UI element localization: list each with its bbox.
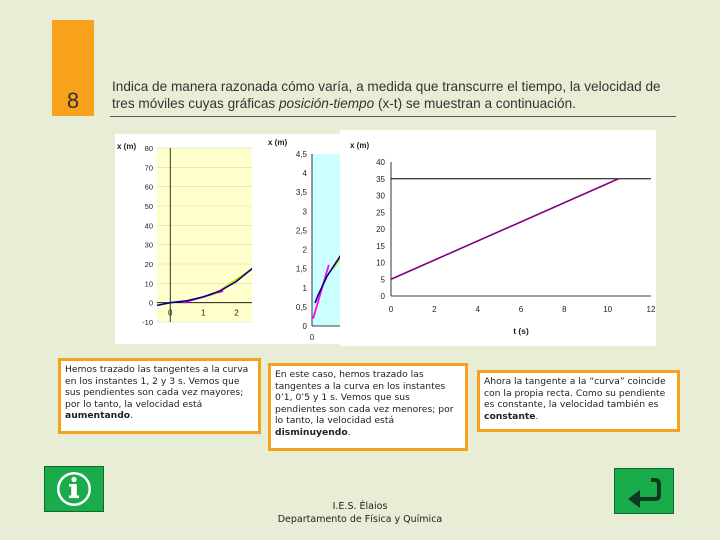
explanation-2-bold: disminuyendo	[275, 426, 348, 438]
explanation-1-bold: aumentando	[65, 410, 131, 421]
chart-3-x-tick-label: 10	[603, 305, 613, 314]
explanation-1-end: .	[130, 410, 134, 421]
explanation-2-end: .	[347, 426, 351, 438]
chart-3-x-tick-label: 2	[432, 305, 437, 314]
chart-3-y-tick-label: 0	[380, 292, 385, 301]
chart-2-y-tick-label: 4	[302, 169, 307, 179]
intro-text-part2: (x-t) se muestran a continuación.	[374, 96, 576, 111]
chart-3-x-tick-label: 4	[475, 305, 480, 314]
chart-3-x-tick-label: 6	[518, 305, 524, 314]
chart-2	[252, 134, 352, 344]
explanation-1-text: Hemos trazado las tangentes a la curva en los instantes 1, 2 y 3 s. Vemos que sus pendientes son cada vez mayores; por lo tanto, la velocidad está	[65, 364, 249, 410]
chart-3	[340, 130, 656, 346]
chart-1-y-tick-label: 20	[144, 260, 153, 269]
chart-3-x-tick-label: 0	[388, 305, 394, 314]
explanation-box-2	[268, 363, 468, 451]
footer-school: I.E.S. Élaios	[332, 501, 388, 512]
chart-2-svg	[252, 134, 352, 344]
return-arrow-icon	[615, 469, 673, 513]
chart-3-y-tick-label: 25	[376, 208, 385, 218]
chart-2-y-tick-label: 0,5	[295, 302, 307, 312]
chart-3-y-axis-label: x (m)	[350, 141, 370, 150]
chart-3-y-tick-label: 10	[376, 258, 385, 268]
info-button[interactable]	[44, 466, 104, 512]
slide-number-badge	[52, 20, 94, 116]
chart-2-y-tick-label: 4,5	[295, 150, 307, 159]
chart-1-y-tick-label: 70	[144, 163, 153, 173]
chart-1-y-tick-label: 30	[144, 240, 153, 250]
slide-number: 8	[66, 88, 80, 113]
chart-3-x-axis-label: t (s)	[513, 326, 529, 336]
chart-2-y-tick-label: 2	[302, 245, 307, 255]
footer	[260, 500, 460, 526]
chart-1-y-tick-label: 60	[144, 182, 153, 192]
back-button[interactable]	[614, 468, 674, 514]
chart-3-y-tick-label: 20	[376, 225, 385, 234]
chart-3-x-tick-label: 12	[646, 305, 656, 314]
chart-3-y-tick-label: 30	[376, 191, 385, 201]
chart-2-y-tick-label: 1,5	[295, 264, 307, 274]
chart-1-y-tick-label: -10	[142, 318, 153, 327]
divider	[110, 116, 676, 117]
intro-text	[112, 78, 687, 112]
chart-1-y-tick-label: 50	[144, 202, 153, 211]
footer-department: Departamento de Física y Química	[277, 514, 443, 525]
chart-3-y-tick-label: 35	[376, 174, 385, 184]
chart-1-x-tick-label: 1	[201, 308, 206, 318]
chart-1	[115, 134, 255, 344]
explanation-box-3	[477, 370, 680, 432]
chart-2-y-tick-label: 1	[302, 283, 307, 293]
chart-3-x-tick-label: 8	[562, 305, 567, 314]
explanation-box-1	[58, 358, 261, 434]
chart-3-series-line	[391, 179, 619, 280]
chart-2-y-axis-label: x (m)	[268, 138, 288, 147]
intro-text-part1: Indica de manera razonada cómo varía, a medida que transcurre el tiempo, la velocidad de tres móviles cuyas gráficas	[112, 79, 661, 111]
chart-2-y-tick-label: 0	[302, 322, 307, 331]
chart-3-y-tick-label: 5	[380, 275, 385, 285]
chart-3-y-tick-label: 40	[376, 158, 385, 167]
chart-2-y-tick-label: 3	[302, 207, 307, 217]
chart-3-svg	[340, 130, 656, 346]
chart-1-y-axis-label: x (m)	[117, 142, 137, 151]
chart-1-y-tick-label: 10	[144, 279, 153, 289]
chart-2-y-tick-label: 3,5	[295, 188, 307, 198]
intro-text-emphasis: posición-tiempo	[278, 96, 375, 111]
chart-3-y-tick-label: 15	[376, 241, 385, 251]
explanation-3-text: Ahora la tangente a la “curva” coincide con la propia recta. Como su pendiente es constante, la velocidad también es	[484, 376, 666, 410]
info-icon	[45, 467, 103, 511]
chart-2-x-tick-label: 0	[309, 333, 315, 342]
chart-1-y-tick-label: 80	[144, 144, 153, 153]
chart-1-y-tick-label: 40	[144, 221, 153, 231]
chart-1-x-tick-label: 2	[234, 308, 239, 318]
chart-1-y-tick-label: 0	[148, 298, 153, 308]
chart-2-y-tick-label: 2,5	[295, 226, 307, 236]
explanation-3-bold: constante	[484, 410, 536, 422]
explanation-2-text: En este caso, hemos trazado las tangentes a la curva en los instantes 0’1, 0’5 y 1 s. Vemos que sus pendientes son cada vez menores; por lo tanto, la velocidad está	[275, 369, 454, 426]
chart-1-svg	[115, 134, 255, 344]
chart-1-x-tick-label: 0	[168, 308, 173, 318]
explanation-3-end: .	[535, 410, 539, 422]
